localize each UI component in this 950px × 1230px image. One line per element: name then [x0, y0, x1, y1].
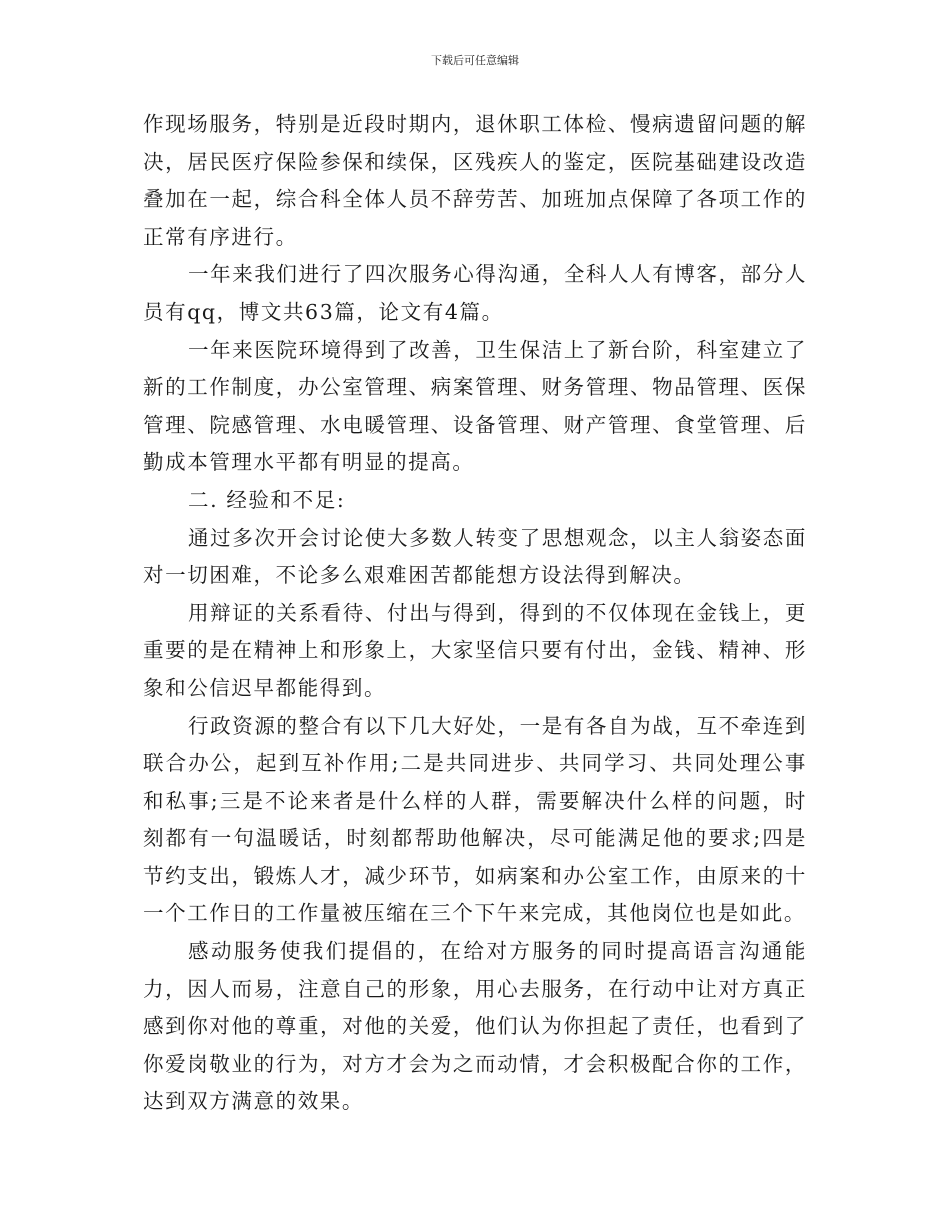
- paragraph-environment: 一年来医院环境得到了改善，卫生保洁上了新台阶，科室建立了新的工作制度，办公室管理、病案管理、财务管理、物品管理、医保管理、院感管理、水电暖管理、设备管理、财产管理、食堂管理、后勤成本管理水平都有明显的提高。: [143, 337, 807, 475]
- paragraph-continuation: 作现场服务，特别是近段时期内，退休职工体检、慢病遗留问题的解决，居民医疗保险参保和续保，区残疾人的鉴定，医院基础建设改造叠加在一起，综合科全体人员不辞劳苦、加班加点保障了各项工作的正常有序进行。: [143, 112, 807, 249]
- paragraph-touching-service: 感动服务使我们提倡的，在给对方服务的同时提高语言沟通能力，因人而易，注意自己的形象，用心去服务，在行动中让对方真正感到你对他的尊重，对他的关爱，他们认为你担起了责任，也看到了你爱岗敬业的行为，对方才会为之而动情，才会积极配合你的工作，达到双方满意的效果。: [143, 939, 807, 1114]
- paragraph-dialectics: 用辩证的关系看待、付出与得到，得到的不仅体现在金钱上，更重要的是在精神上和形象上，大家坚信只要有付出，金钱、精神、形象和公信迟早都能得到。: [143, 600, 807, 700]
- section-heading-experience: 二. 经验和不足:: [188, 487, 346, 512]
- paragraph-communication: 一年来我们进行了四次服务心得沟通，全科人人有博客，部分人员有qq，博文共63篇，论文有4篇。: [143, 262, 807, 324]
- document-body: [143, 106, 807, 1121]
- paragraph-meetings: 通过多次开会讨论使大多数人转变了思想观念，以主人翁姿态面对一切困难，不论多么艰难困苦都能想方设法得到解决。: [143, 525, 807, 588]
- paragraph-resource-integration: 行政资源的整合有以下几大好处，一是有各自为战，互不牵连到联合办公，起到互补作用;二是共同进步、共同学习、共同处理公事和私事;三是不论来者是什么样的人群，需要解决什么样的问题，时刻都有一句温暖话，时刻都帮助他解决，尽可能满足他的要求;四是节约支出，锻炼人才，减少环节，如病案和办公室工作，由原来的十一个工作日的工作量被压缩在三个下午来完成，其他岗位也是如此。: [143, 713, 807, 926]
- page-header: 下载后可任意编辑: [431, 54, 519, 67]
